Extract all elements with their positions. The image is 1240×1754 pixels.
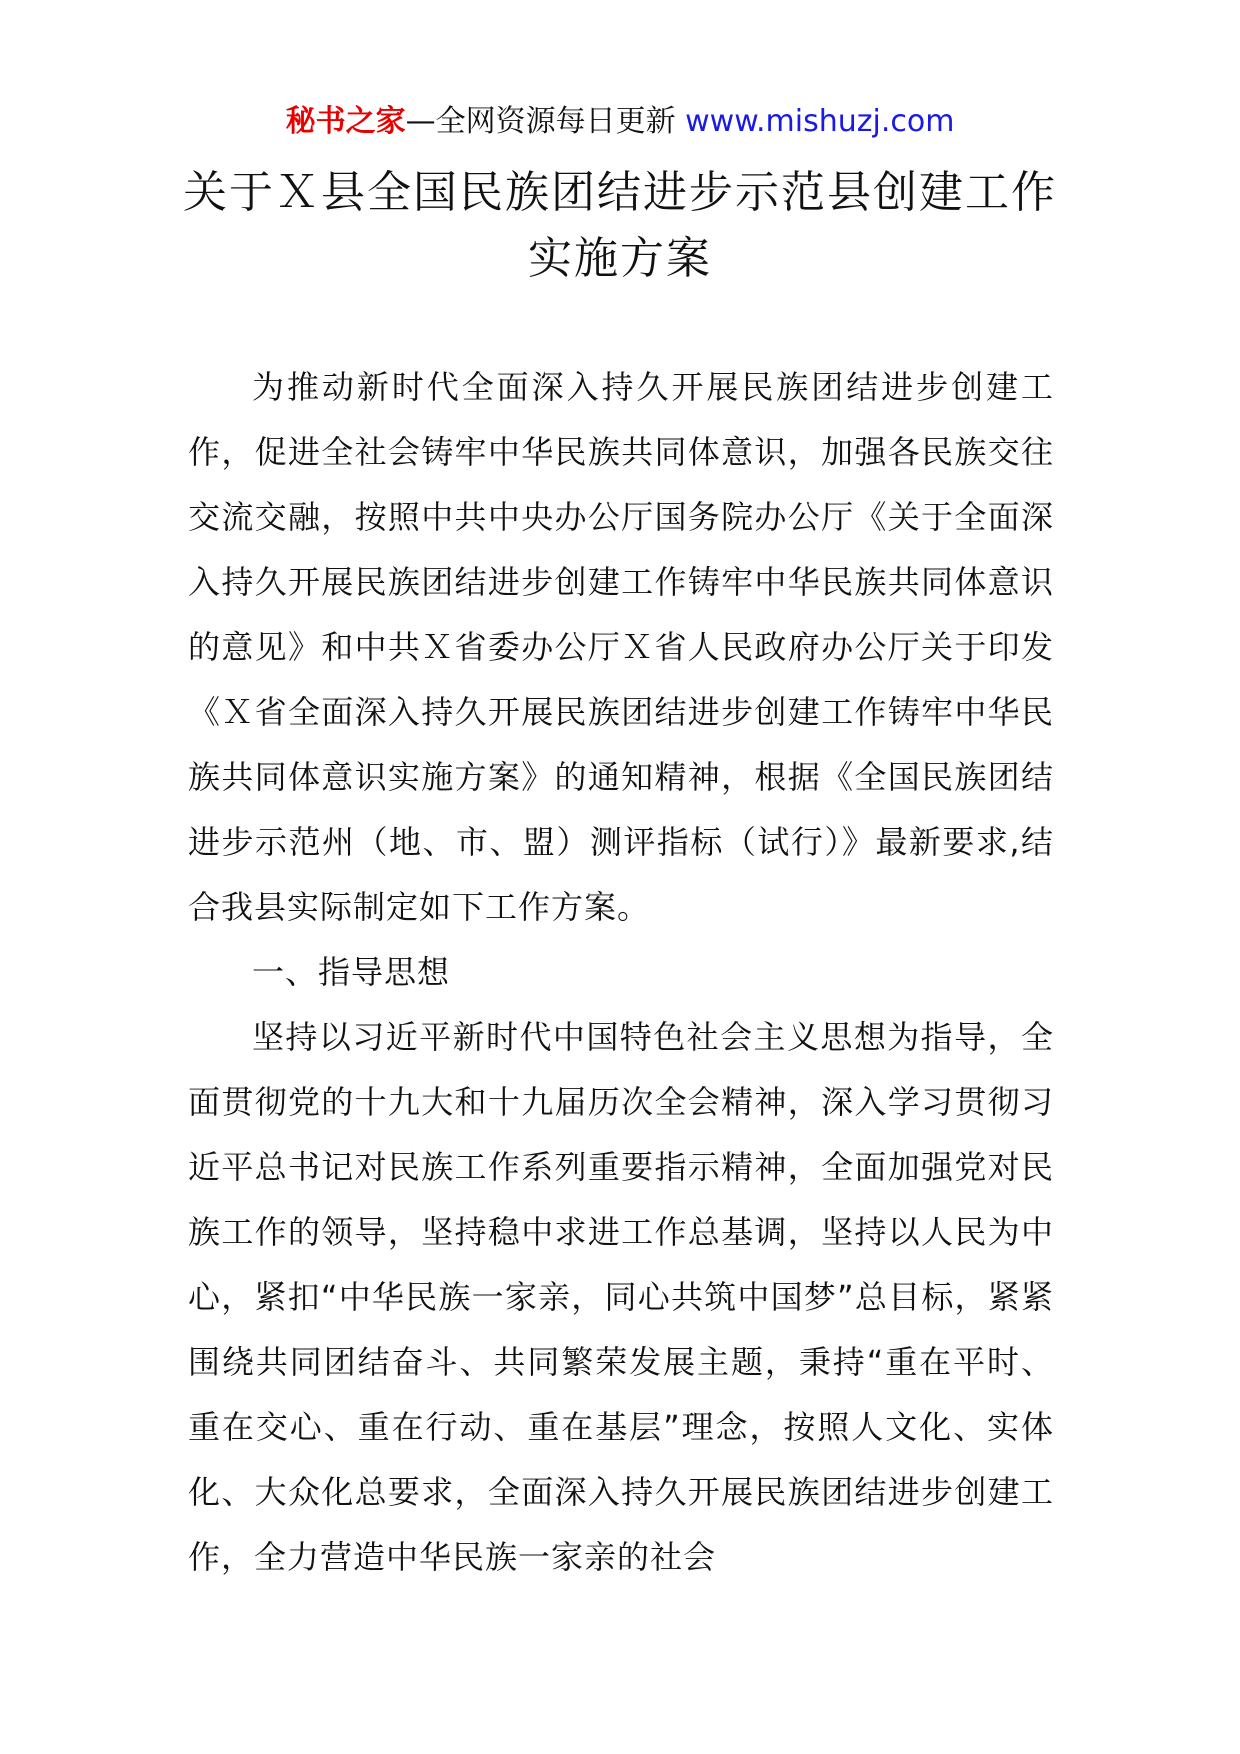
site-slogan: —全网资源每日更新 [405, 104, 686, 139]
paragraph-intro: 为推动新时代全面深入持久开展民族团结进步创建工作，促进全社会铸牢中华民族共同体意识，加强各民族交往交流交融，按照中共中央办公厅国务院办公厅《关于全面深入持久开展民族团结进步创建工作铸牢中华民族共同体意识的意见》和中共Ｘ省委办公厅Ｘ省人民政府办公厅关于印发《Ｘ省全面深入持久开展民族团结进步创建工作铸牢中华民族共同体意识实施方案》的通知精神，根据《全国民族团结进步示范州（地、市、盟）测评指标（试行）》最新要求,结合我县实际制定如下工作方案。 [188, 368, 1054, 926]
section-heading-guiding-ideology: 一、指导思想 [252, 953, 451, 991]
site-banner [0, 100, 1240, 144]
site-url-link[interactable]: www.mishuzj.com [685, 104, 955, 139]
site-brand: 秘书之家 [285, 104, 406, 139]
paragraph-guiding-ideology: 坚持以习近平新时代中国特色社会主义思想为指导，全面贯彻党的十九大和十九届历次全会精神，深入学习贯彻习近平总书记对民族工作系列重要指示精神，全面加强党对民族工作的领导，坚持稳中求进工作总基调，坚持以人民为中心，紧扣“中华民族一家亲，同心共筑中国梦”总目标，紧紧围绕共同团结奋斗、共同繁荣发展主题，秉持“重在平时、重在交心、重在行动、重在基层”理念，按照人文化、实体化、大众化总要求，全面深入持久开展民族团结进步创建工作，全力营造中华民族一家亲的社会 [188, 1018, 1054, 1576]
document-body [188, 355, 1054, 1590]
document-title: 关于Ｘ县全国民族团结进步示范县创建工作实施方案 [183, 167, 1057, 284]
